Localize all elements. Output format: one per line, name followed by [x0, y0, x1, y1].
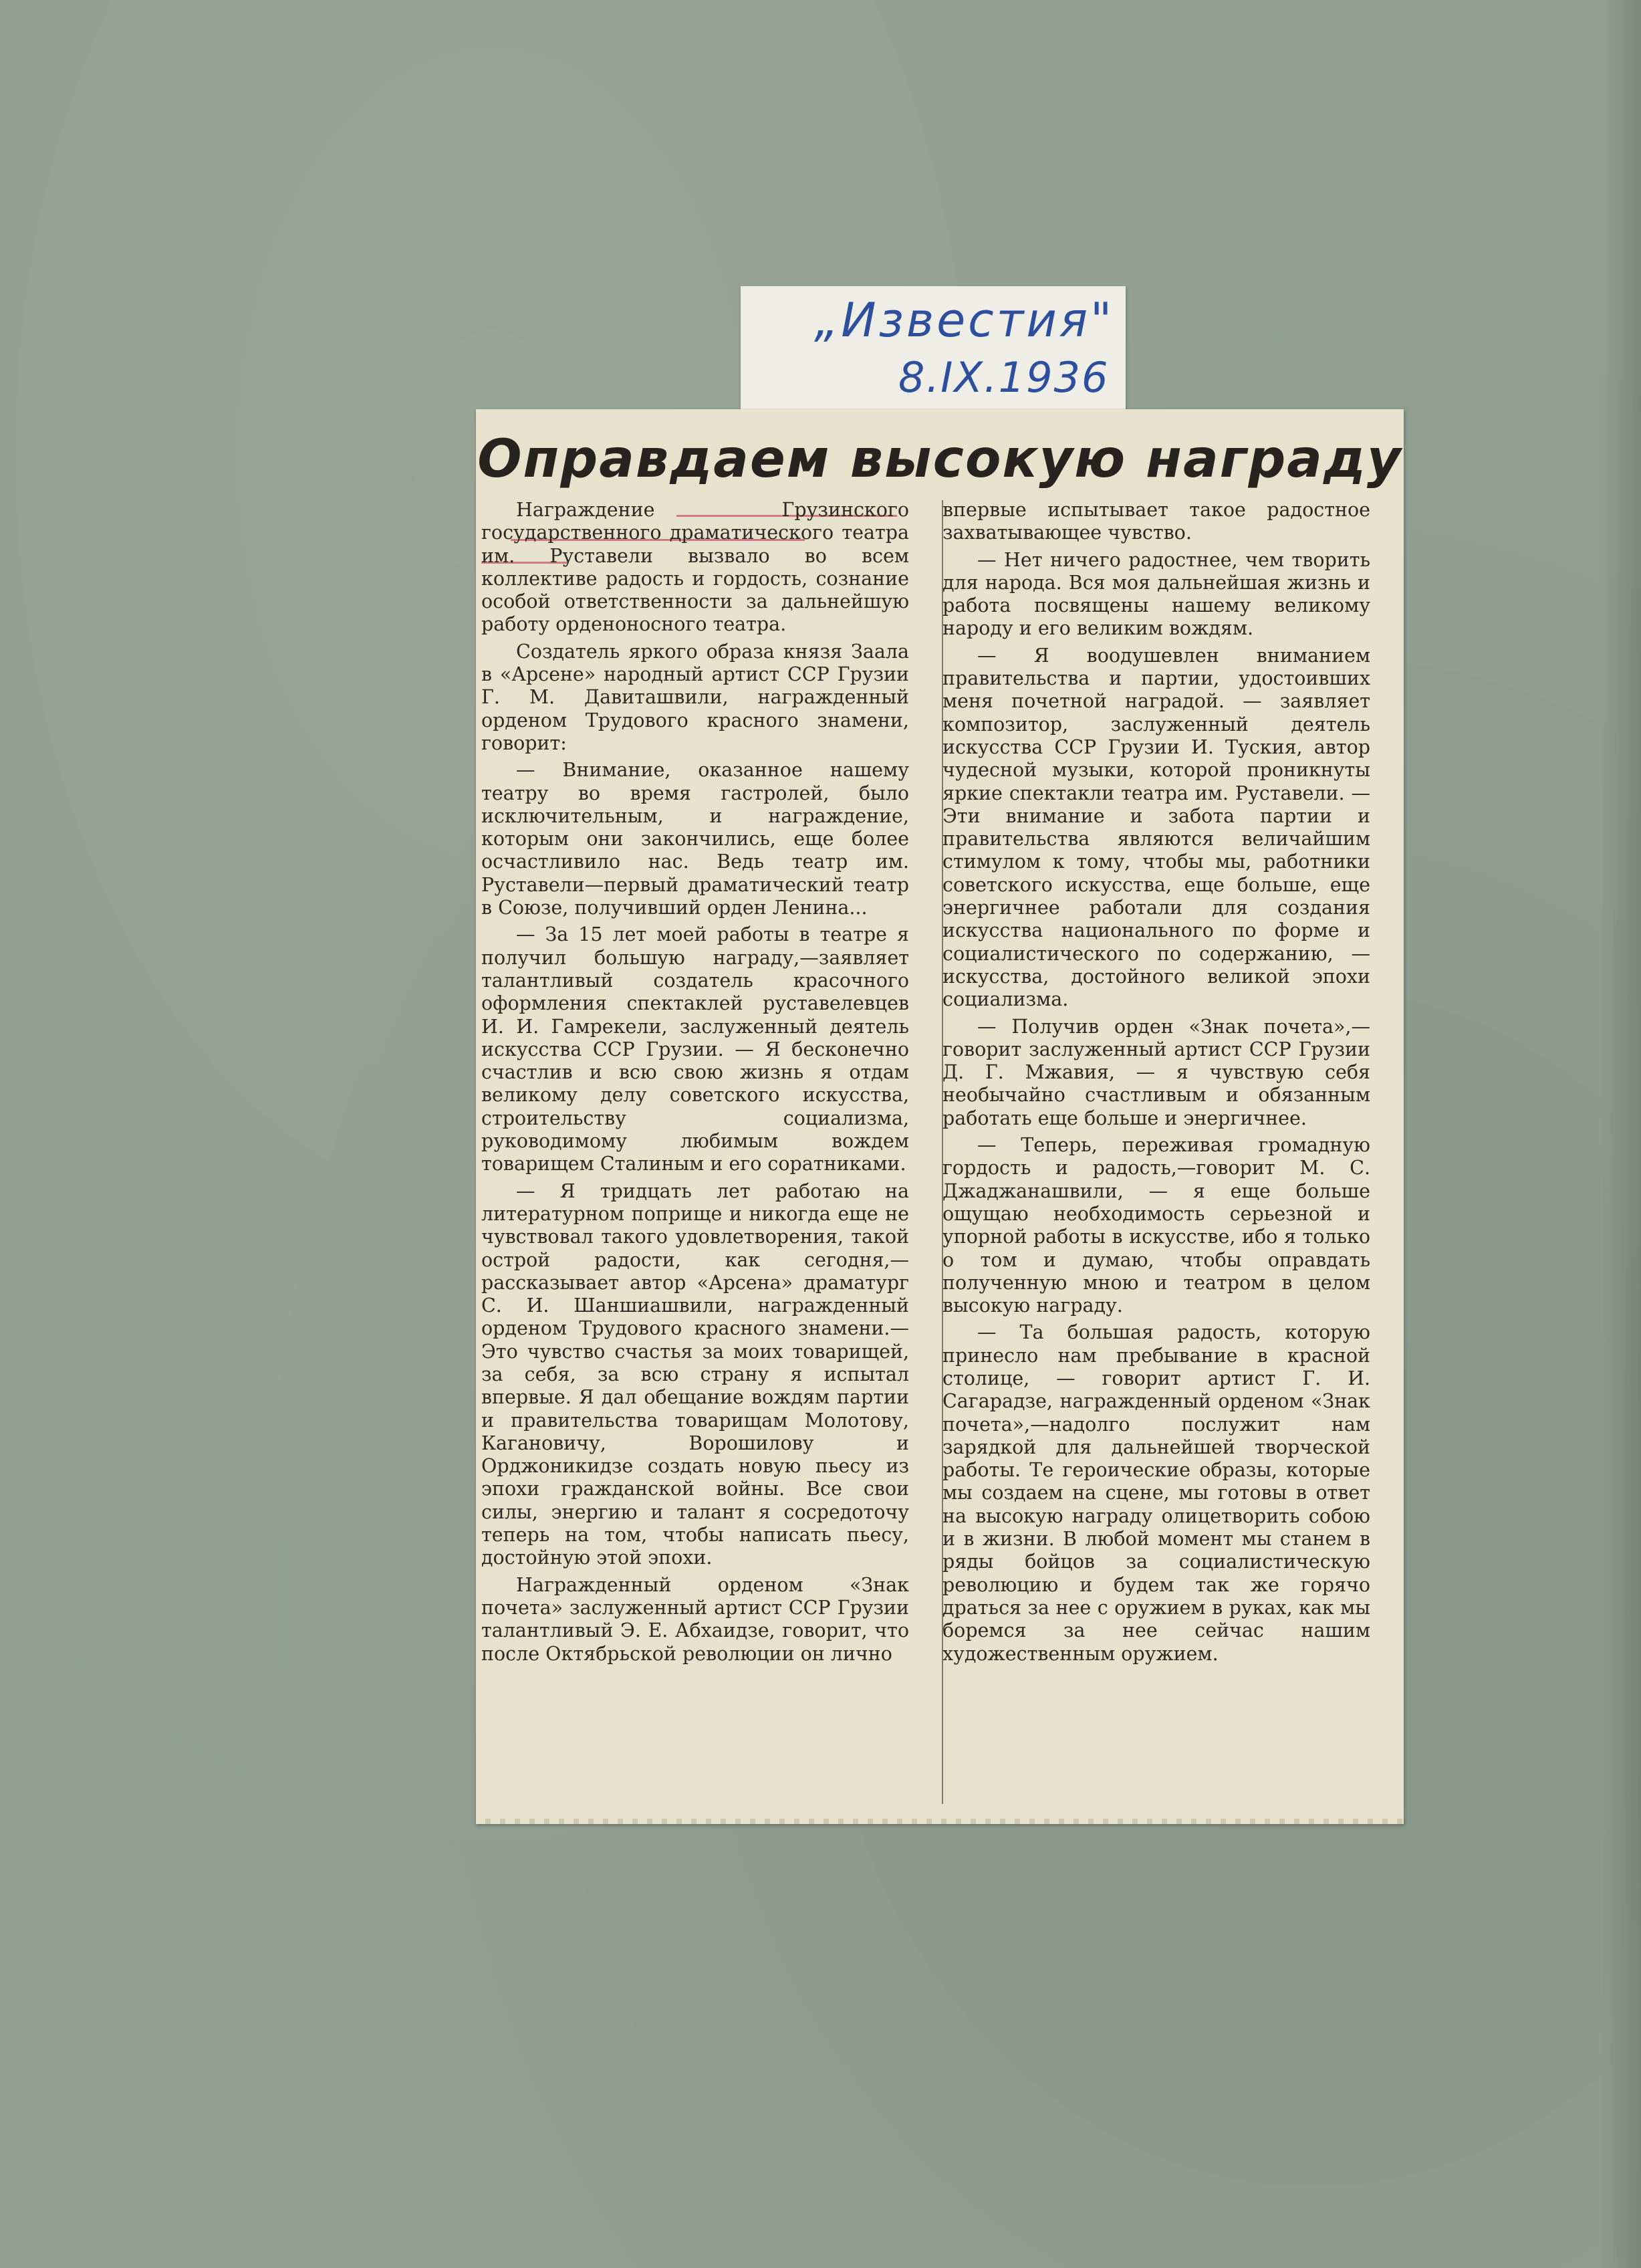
- article-headline: Оправдаем высокую награду: [477, 429, 1402, 489]
- paragraph: — Нет ничего радостнее, чем творить для народа. Вся моя дальнейшая жизнь и работа посвящены нашему великому народу и его великим вождям.: [942, 548, 1370, 640]
- paragraph: — Получив орден «Знак почета»,— говорит заслуженный артист ССР Грузии Д. Г. Мжавия, — я чувствую себя необычайно счастливым и обязанным работать еще больше и энергичнее.: [942, 1015, 1370, 1129]
- article-right-column: [942, 499, 1370, 1670]
- paragraph: Создатель яркого образа князя Заала в «Арсене» народный артист ССР Грузии Г. М. Давиташвили, награжденный орденом Трудового красного знамени, говорит:: [481, 640, 909, 754]
- paragraph: Награждение Грузинского государственного драматического театра им. Руставели вызвало во всем коллективе радость и гордость, сознание особой ответственности за дальнейшую работу орденоносного театра.: [481, 499, 909, 636]
- paragraph-continuation: впервые испытывает такое радостное захватывающее чувство.: [942, 499, 1370, 544]
- paragraph: — Я воодушевлен вниманием правительства и партии, удостоивших меня почетной наградой. — заявляет композитор, заслуженный деятель искусства ССР Грузии И. Туския, автор чудесной музыки, которой проникнуты яркие спектакли театра им. Руставели. — Эти внимание и забота партии и правительства являются величайшим стимулом к тому, чтобы мы, работники советского искусства, еще больше, еще энергичнее работали для создания искусства национального по форме и социалистического по содержанию, — искусства, достойного великой эпохи социализма.: [942, 644, 1370, 1011]
- paragraph: — Теперь, переживая громадную гордость и радость,—говорит М. С. Джаджанашвили, — я еще больше ощущаю необходимость серьезной и упорной работы в искусстве, ибо я только о том и думаю, чтобы оправдать полученную мною и театром в целом высокую награду.: [942, 1134, 1370, 1317]
- source-label-slip: [741, 286, 1126, 412]
- handwritten-source: „Известия": [814, 293, 1115, 348]
- paragraph: — Та большая радость, которую принесло нам пребывание в красной столице, — говорит артист Г. И. Сагарадзе, награжденный орденом «Знак почета»,—надолго послужит нам зарядкой для дальнейшей творческой работы. Те героические образы, которые мы создаем на сцене, мы готовы в ответ на высокую награду олицетворить собою и в жизни. В любой момент мы станем в ряды бойцов за социалистическую революцию и будем так же горячо драться за нее с оружием в руках, как мы боремся за нее сейчас нашим художественным оружием.: [942, 1321, 1370, 1665]
- board-shadow-edge: [1601, 0, 1641, 2268]
- paragraph: Награжденный орденом «Знак почета» заслуженный артист ССР Грузии талантливый Э. Е. Абхаидзе, говорит, что после Октябрьской революции он лично: [481, 1573, 909, 1665]
- article-left-column: [481, 499, 909, 1670]
- paragraph: — Внимание, оказанное нашему театру во время гастролей, было исключительным, и награждение, которым они закончились, еще более осчастливило нас. Ведь театр им. Руставели—первый драматический театр в Союзе, получивший орден Ленина...: [481, 759, 909, 919]
- paragraph: — За 15 лет моей работы в театре я получил большую награду,—заявляет талантливый создатель красочного оформления спектаклей руставелевцев И. И. Гамрекели, заслуженный деятель искусства ССР Грузии. — Я бесконечно счастлив и всю свою жизнь я отдам великому делу советского искусства, строительству социализма, руководимому любимым вождем товарищем Сталиным и его соратниками.: [481, 923, 909, 1175]
- paragraph: — Я тридцать лет работаю на литературном поприще и никогда еще не чувствовал такого удовлетворения, такой острой радости, как сегодня,—рассказывает автор «Арсена» драматург С. И. Шаншиашвили, награжденный орденом Трудового красного знамени.—Это чувство счастья за моих товарищей, за себя, за всю страну я испытал впервые. Я дал обещание вождям партии и правительства товарищам Молотову, Кагановичу, Ворошилову и Орджоникидзе создать новую пьесу из эпохи гражданской войны. Все свои силы, энергию и талант я сосредоточу теперь на том, чтобы написать пьесу, достойную этой эпохи.: [481, 1179, 909, 1569]
- handwritten-date: 8.IX.1936: [898, 353, 1110, 402]
- newspaper-clipping: [476, 409, 1404, 1824]
